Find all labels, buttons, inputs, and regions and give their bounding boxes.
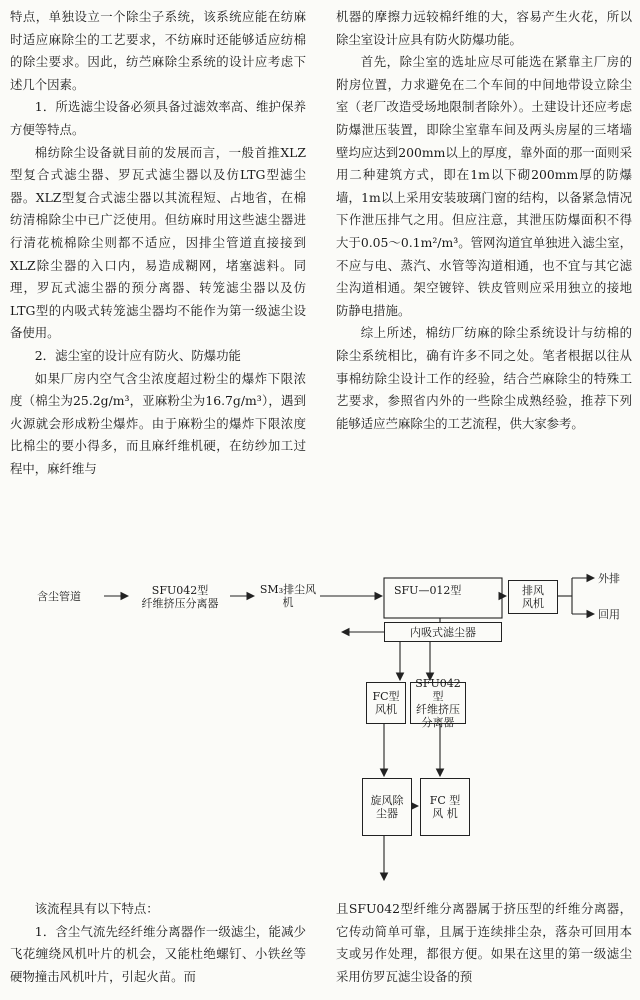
- paragraph: 机器的摩擦力远较棉纤维的大，容易产生火花，所以除尘室设计应具有防火防爆功能。: [336, 9, 632, 47]
- paragraph: 1．含尘气流先经纤维分离器作一级滤尘，能减少飞花缠绕风机叶片的机会，又能杜绝螺钉、小铁丝等硬物撞击风机叶片，引起火苗。而: [10, 923, 306, 984]
- exhaust-fan: 排风 风机: [508, 580, 558, 614]
- fc-fan-1: FC型 风机: [366, 682, 406, 724]
- dust-duct-source: 含尘管道: [14, 584, 104, 608]
- cyclone-dust-collector: 旋风除 尘器: [362, 778, 412, 836]
- paragraph: 且SFU042型纤维分离器属于挤压型的纤维分离器，它传动简单可靠，且属于连续排尘杂，落杂可回用本支或另作处理，都很方便。如果在这里的第一级滤尘采用仿罗瓦滤尘设备的预: [336, 901, 632, 984]
- sfu012-label: SFU—012型: [394, 584, 462, 597]
- process-flow-diagram: [0, 556, 640, 896]
- dust-exhaust-fan: SM₃排尘风机: [256, 586, 320, 606]
- paragraph: 综上所述，棉纺厂纺麻的除尘系统设计与纺棉的除尘系统相比，确有许多不同之处。笔者根据以往从事棉纺除尘设计工作的经验，结合苎麻除尘的特殊工艺要求，参照省内外的一些除尘成熟经验，推荐下列能够适应苎麻除尘的工艺流程，供大家参考。: [336, 325, 632, 431]
- paragraph: 棉纺除尘设备就目前的发展而言，一般首推XLZ型复合式滤尘器、罗瓦式滤尘器以及仿LTG型滤尘器。XLZ型复合式滤尘器以其流程短、占地省，在棉纺清棉除尘中已广泛使用。但纺麻时用这些滤尘器进行清花梳棉除尘则都不适应，因排尘管道直接接到XLZ除尘器的入口内，易造成糊网，堵塞滤料。同理，罗瓦式滤尘器的预分离器、转笼滤尘器以及仿LTG型的内吸式转笼滤尘器均不能作为第一级滤尘设备使用。: [10, 144, 306, 341]
- paragraph: 首先，除尘室的选址应尽可能选在紧靠主厂房的附房位置，力求避免在二个车间的中间地带设立除尘室（老厂改造受场地限制者除外）。土建设计还应考虑防爆泄压装置，即除尘室靠车间及两头房屋的三堵墙壁均应达到200mm以上的厚度，靠外面的那一面则采用二种建筑方式，即在1m以下砌200mm厚的防爆墙，1m以上采用安装玻璃门窗的结构，以备紧急情况下作泄压排气之用。但应注意，其泄压防爆面积不得大于0.05～0.1m²/m³。管网沟道宜单独进入滤尘室，不应与电、蒸汽、水管等沟道相通，也不宜与其它滤尘沟道相通。架空镀锌、铁皮管则应采用独立的接地防静电措施。: [336, 54, 632, 318]
- output-external: 外排: [598, 572, 620, 585]
- paragraph: 2．滤尘室的设计应有防火、防爆功能: [34, 347, 241, 363]
- left-column: [10, 6, 306, 480]
- bottom-left-column: [10, 898, 306, 988]
- fc-fan-2: FC 型 风 机: [420, 778, 470, 836]
- paragraph: 该流程具有以下特点：: [34, 901, 159, 916]
- output-return: 回用: [598, 608, 620, 621]
- paragraph: 如果厂房内空气含尘浓度超过粉尘的爆炸下限浓度（棉尘为25.2g/m³，亚麻粉尘为16.7g/m³），遇到火源就会形成粉尘爆炸。由于麻粉尘的爆炸下限浓度比棉尘的要小得多，而且麻纤维机硬，在纺纱加工过程中，麻纤维与: [10, 370, 306, 476]
- paragraph: 特点，单独设立一个除尘子系统，该系统应能在纺麻时适应麻除尘的工艺要求，不纺麻时还能够适应纺棉的除尘要求。因此，纺苎麻除尘系统的设计应考虑下述几个因素。: [10, 9, 306, 92]
- paragraph: 1．所选滤尘设备必须具备过滤效率高、维护保养方便等特点。: [10, 99, 306, 137]
- sfu042-separator-2: SFU042型 纤维挤压 分离器: [410, 682, 466, 724]
- sfu042-separator-1: SFU042型 纤维挤压分离器: [130, 580, 230, 614]
- right-column: [336, 6, 632, 435]
- bottom-right-column: [336, 898, 632, 988]
- inner-suction-filter: 内吸式滤尘器: [384, 622, 502, 642]
